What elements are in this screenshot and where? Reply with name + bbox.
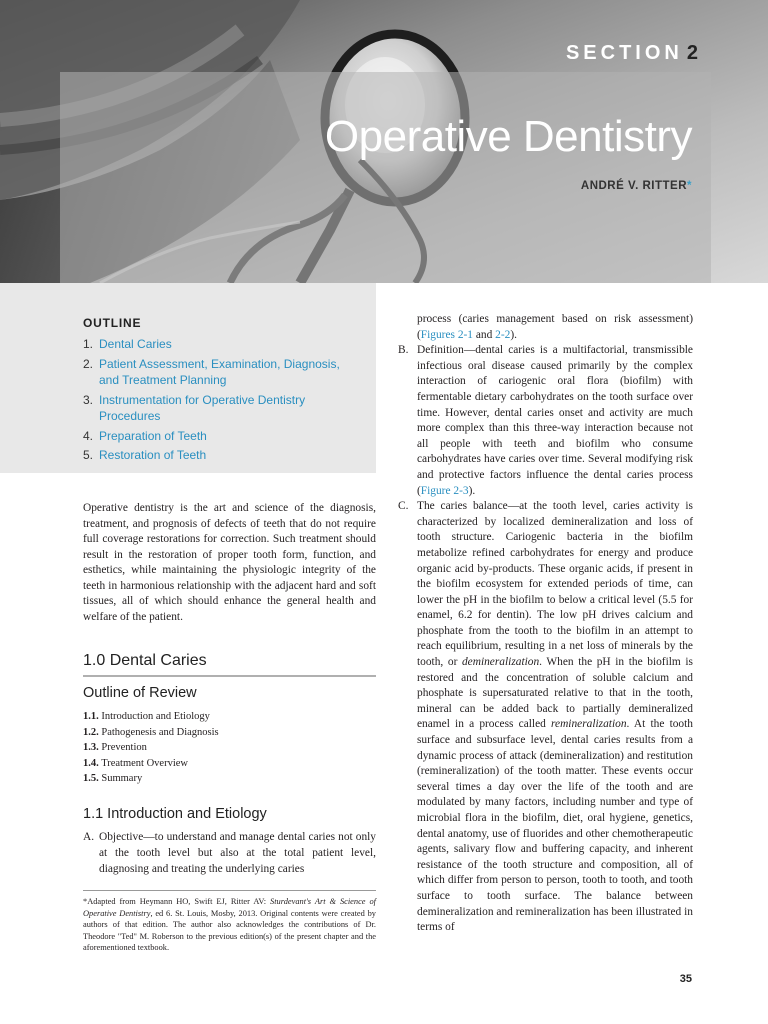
review-item	[83, 740, 219, 756]
author-name	[581, 180, 692, 192]
intro-paragraph: Operative dentistry is the art and science of the diagnosis, treatment, and prognosis of defects of teeth that do not require full coverage restorations for correction. Such treatment should result in the restoration of proper tooth form, function, and esthetics, while maintaining the physiologic integrity of the teeth in harmonious relationship with the adjacent hard and soft tissues, all of which should enhance the general health and welfare of the patient.	[83, 502, 376, 623]
section-divider	[83, 675, 376, 677]
outline-item-number: 3.	[83, 392, 94, 407]
figure-link-2-1[interactable]: Figures 2-1	[420, 328, 474, 341]
outline-item-number: 5.	[83, 448, 94, 462]
outline-link-patient-assessment[interactable]: Patient Assessment, Examination, Diagnosis, and Treatment Planning	[99, 356, 340, 387]
author-footnote-mark[interactable]: *	[687, 180, 692, 192]
outline-item-number: 4.	[83, 428, 94, 443]
outline-heading: OUTLINE	[83, 316, 142, 330]
outline-link-dental-caries[interactable]: Dental Caries	[99, 337, 172, 351]
section-heading-dental-caries: 1.0 Dental Caries	[83, 652, 207, 669]
outline-link-instrumentation[interactable]: Instrumentation for Operative Dentistry Procedures	[99, 392, 306, 423]
outline-item[interactable]	[83, 336, 363, 353]
footnote	[83, 896, 376, 954]
item-b-label: B.	[398, 344, 409, 357]
continued-text: and	[473, 328, 496, 341]
outline-item-number: 1.	[83, 337, 94, 351]
section-number: 2	[686, 42, 698, 64]
item-c-label: C.	[398, 500, 409, 513]
review-item-number: 1.5.	[83, 773, 99, 784]
outline-link-preparation[interactable]: Preparation of Teeth	[99, 428, 207, 443]
review-list	[83, 709, 219, 787]
item-c-text: The caries balance—at the tooth level, caries activity is characterized by localized demineralization and loss of tooth structure. Cariogenic bacteria in the biofilm metabolize refined carbohydrates for energy and produce organic acid by-products. These organic acids, if present in the biofilm ecosystem for extended periods of time, can lower the pH in the biofilm to below a critical level (5.5 for enamel, 6.2 for dentin). The low pH drives calcium and phosphate from the tooth to the biofilm in an attempt to reach equilibrium, resulting in a net loss of minerals by the tooth, or	[417, 500, 693, 669]
footnote-mark: *	[83, 897, 88, 906]
review-item	[83, 756, 219, 772]
right-column	[398, 312, 693, 936]
review-item	[83, 725, 219, 741]
review-item-text: Treatment Overview	[101, 757, 188, 769]
item-a-paragraph	[83, 829, 376, 877]
author-text: ANDRÉ V. RITTER	[580, 180, 688, 192]
continued-text: process (caries management based on risk assessment) (	[417, 313, 693, 341]
item-b-text: Definition—dental caries is a multifactorial, transmissible infectious oral disease caused primarily by the complex interaction of cariogenic oral flora (biofilm) with fermentable dietary carbohydrates on the tooth surface over time. However, dental caries onset and activity are much more complex than this three-way interaction because not all people with teeth and biofilm who consume carbohydrates have caries over time. Several modifying risk and protective factors influence the dental caries process (	[417, 344, 693, 497]
chapter-header-image	[0, 0, 768, 283]
review-item-number: 1.2.	[83, 726, 99, 738]
outline-link-restoration[interactable]: Restoration of Teeth	[99, 448, 207, 462]
item-b-paragraph	[398, 343, 693, 499]
term-remineralization: remineralization	[551, 718, 627, 731]
continued-paragraph	[398, 312, 693, 343]
item-b-end: ).	[468, 484, 476, 497]
outline-item[interactable]	[83, 447, 363, 464]
review-item-number: 1.3.	[83, 742, 99, 753]
term-demineralization: demineralization	[461, 656, 540, 669]
item-a-label: A.	[83, 831, 95, 843]
review-item-number: 1.4.	[83, 757, 99, 769]
outline-item-number: 2.	[83, 356, 94, 371]
figure-link-2-2[interactable]: 2-2	[495, 328, 511, 341]
review-item-text: Pathogenesis and Diagnosis	[101, 726, 219, 738]
subsection-heading-introduction: 1.1 Introduction and Etiology	[83, 806, 267, 822]
review-item	[83, 709, 219, 725]
outline-item[interactable]	[83, 428, 363, 445]
section-label-text: SECTION	[565, 42, 683, 64]
chapter-title: Operative Dentistry	[324, 112, 692, 161]
item-c-paragraph	[398, 499, 693, 936]
footnote-divider	[83, 890, 376, 891]
page-number: 35	[679, 973, 692, 985]
continued-text: ).	[510, 328, 518, 341]
outline-list	[83, 336, 363, 467]
outline-of-review-heading: Outline of Review	[83, 685, 197, 701]
review-item-text: Introduction and Etiology	[101, 711, 210, 722]
footnote-text-2: , ed 6. St. Louis, Mosby, 2013. Original contents were created by authors of that edition. The author also acknowledges the contributions of Dr. Theodore "Ted" M. Roberson to the previous edition(s) of the present chapter and the aforementioned textbook.	[83, 908, 376, 953]
outline-item[interactable]	[83, 356, 363, 389]
title-panel	[60, 72, 711, 283]
review-item	[83, 771, 219, 787]
section-label	[566, 42, 698, 65]
review-item-text: Summary	[101, 773, 143, 784]
item-c-text: . When the pH in the biofilm is restored and the concentration of soluble calcium and phosphate is supersaturated relative to that in the tooth, mineral can be added back to partially demineralized enamel in a process called	[417, 656, 693, 731]
review-item-number: 1.1.	[83, 711, 99, 722]
figure-link-2-3[interactable]: Figure 2-3	[420, 484, 469, 497]
item-c-text: . At the tooth surface and subsurface level, dental caries results from a dynamic process of attack (demineralization) and restitution (remineralization) of the tooth matter. These events occur several times a day over the life of the tooth and are modulated by many factors, including number and type of microbial flora in the biofilm, diet, oral hygiene, genetics, dental anatomy, use of fluorides and other chemotherapeutic agents, salivary flow and buffering capacity, and inherent resistance of the tooth structure and composition, all of which differ from person to person, tooth to tooth, and tooth surface to tooth surface. The balance between demineralization and remineralization has been illustrated in terms of	[417, 718, 693, 934]
item-a-text: Objective—to understand and manage dental caries not only at the tooth level but also at the total patient level, diagnosing and treating the underlying caries	[99, 831, 376, 875]
outline-item[interactable]	[83, 392, 363, 425]
review-item-text: Prevention	[101, 742, 147, 753]
footnote-text-1: Adapted from Heymann HO, Swift EJ, Ritter AV:	[87, 897, 271, 906]
footnote-book-title: Sturdevant's Art & Science of Operative Dentistry	[83, 897, 376, 918]
